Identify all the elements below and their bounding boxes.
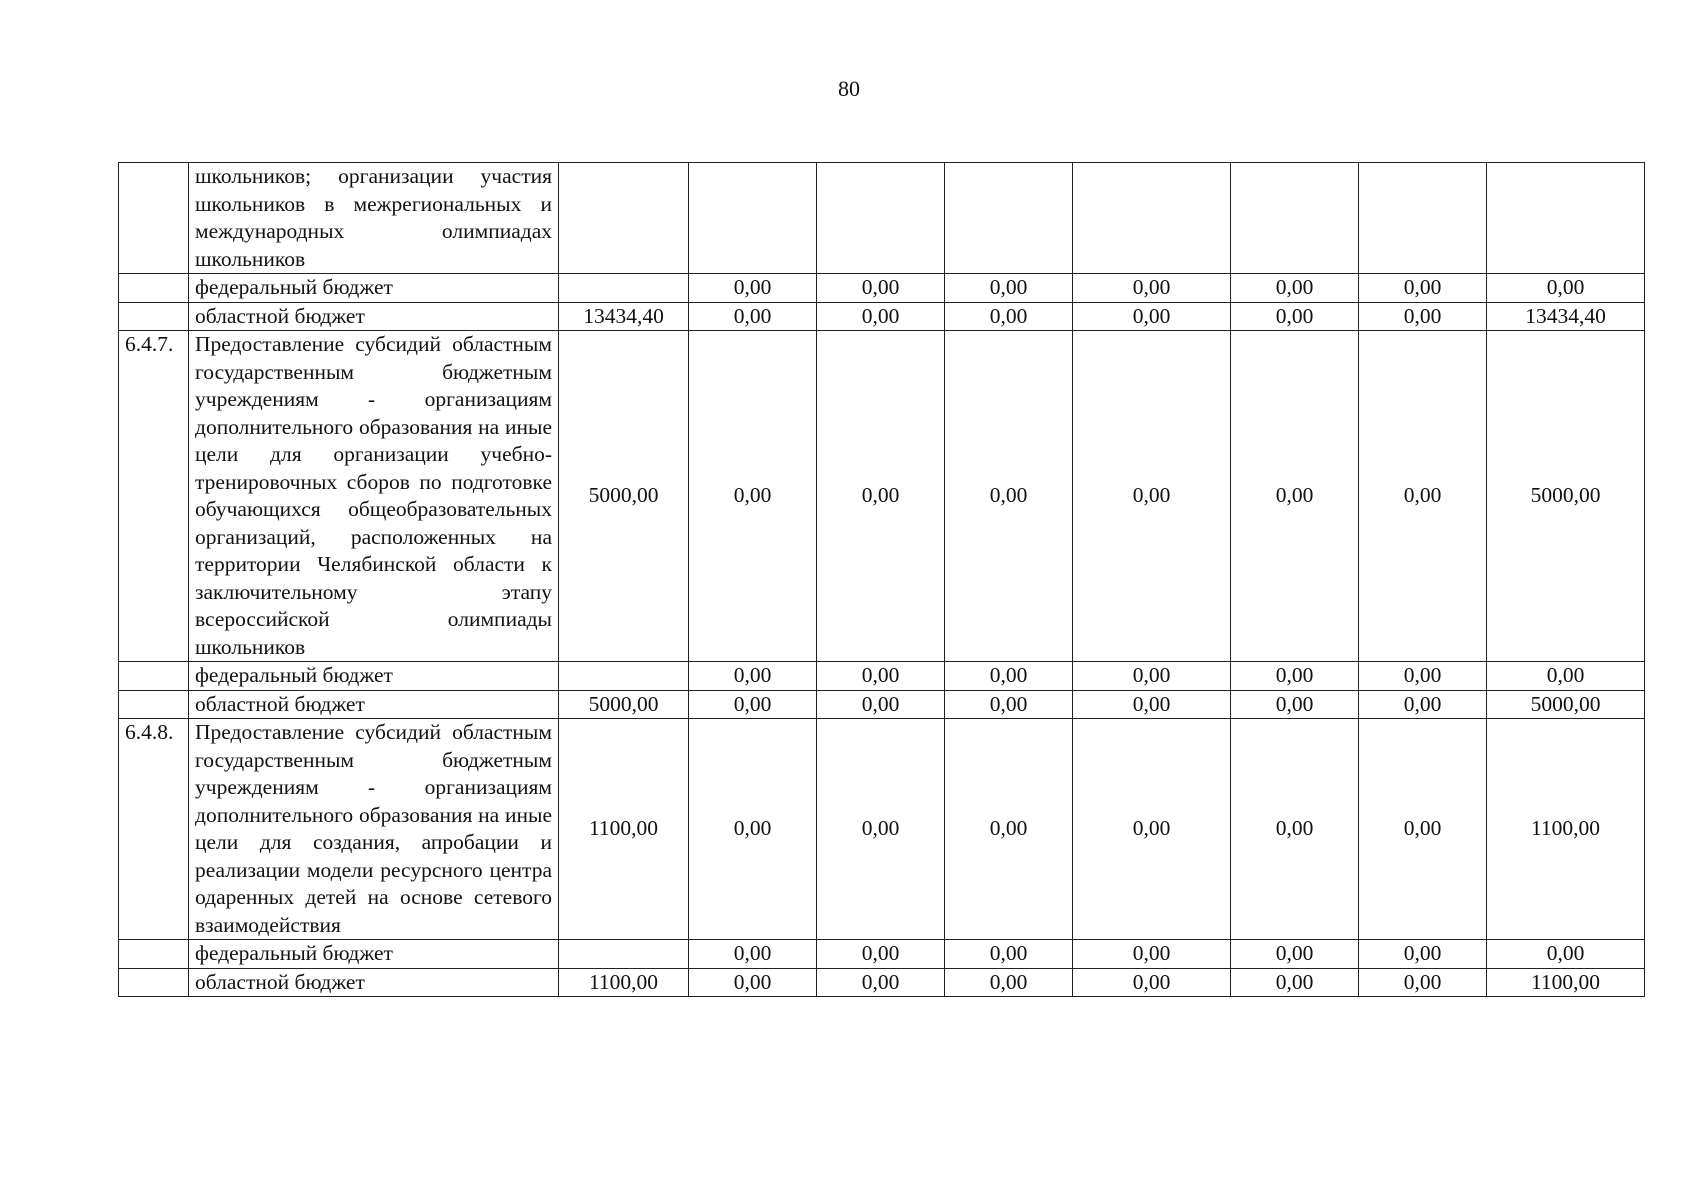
value-cell: 0,00 [1487,940,1645,969]
value-cell: 0,00 [945,331,1073,662]
value-cell: 0,00 [817,968,945,997]
value-cell: 0,00 [1231,302,1359,331]
table-row [119,302,1645,331]
value-cell: 0,00 [1359,968,1487,997]
value-cell [1487,163,1645,274]
value-cell: 0,00 [1359,331,1487,662]
row-description: областной бюджет [189,690,559,719]
value-cell: 0,00 [945,662,1073,691]
table-row [119,274,1645,303]
value-cell: 0,00 [1073,331,1231,662]
value-cell: 5000,00 [559,331,689,662]
value-cell: 0,00 [1231,968,1359,997]
value-cell: 0,00 [1359,940,1487,969]
table-body [119,163,1645,997]
row-index: 6.4.8. [119,719,189,940]
value-cell: 0,00 [945,302,1073,331]
value-cell [1231,163,1359,274]
value-cell: 1100,00 [1487,719,1645,940]
value-cell: 0,00 [817,690,945,719]
value-cell: 13434,40 [559,302,689,331]
value-cell: 0,00 [817,719,945,940]
value-cell: 0,00 [945,690,1073,719]
value-cell: 0,00 [945,274,1073,303]
value-cell: 0,00 [817,274,945,303]
table-row [119,662,1645,691]
value-cell: 0,00 [689,719,817,940]
value-cell: 0,00 [689,662,817,691]
value-cell: 0,00 [1231,662,1359,691]
row-description: Предоставление субсидий областным государственным бюджетным учреждениям - организациям дополнительного образования на иные цели для создания, апробации и реализации модели ресурсного центра одаренных детей на основе сетевого взаимодействия [189,719,559,940]
value-cell: 0,00 [817,662,945,691]
value-cell [1359,163,1487,274]
value-cell: 0,00 [689,968,817,997]
row-description: федеральный бюджет [189,274,559,303]
value-cell: 0,00 [1231,274,1359,303]
row-description: федеральный бюджет [189,940,559,969]
budget-table [118,162,1645,997]
value-cell: 0,00 [689,302,817,331]
value-cell: 5000,00 [1487,331,1645,662]
value-cell: 0,00 [1073,274,1231,303]
value-cell: 0,00 [689,274,817,303]
value-cell: 0,00 [1073,690,1231,719]
value-cell: 0,00 [1231,719,1359,940]
value-cell [559,274,689,303]
value-cell: 0,00 [1073,719,1231,940]
row-index: 6.4.7. [119,331,189,662]
value-cell: 0,00 [1359,662,1487,691]
row-index [119,274,189,303]
value-cell: 0,00 [689,940,817,969]
value-cell: 0,00 [945,719,1073,940]
value-cell: 0,00 [1231,690,1359,719]
table-row [119,719,1645,940]
value-cell: 0,00 [1487,662,1645,691]
table-row [119,940,1645,969]
value-cell: 0,00 [945,968,1073,997]
table-row [119,163,1645,274]
value-cell: 0,00 [1359,274,1487,303]
value-cell: 0,00 [1359,302,1487,331]
value-cell: 5000,00 [1487,690,1645,719]
row-description: федеральный бюджет [189,662,559,691]
value-cell: 0,00 [1073,940,1231,969]
value-cell: 0,00 [689,690,817,719]
value-cell: 0,00 [1231,940,1359,969]
row-description: Предоставление субсидий областным государственным бюджетным учреждениям - организациям дополнительного образования на иные цели для организации учебно-тренировочных сборов по подготовке обучающихся общеобразовательных организаций, расположенных на территории Челябинской области к заключительному этапу всероссийской олимпиады школьников [189,331,559,662]
value-cell: 0,00 [945,940,1073,969]
value-cell: 0,00 [1073,302,1231,331]
value-cell [559,940,689,969]
value-cell [689,163,817,274]
row-description: школьников; организации участия школьников в межрегиональных и международных олимпиадах школьников [189,163,559,274]
value-cell: 0,00 [1359,690,1487,719]
value-cell: 0,00 [1231,331,1359,662]
value-cell: 1100,00 [559,968,689,997]
table-row [119,690,1645,719]
value-cell: 0,00 [817,940,945,969]
value-cell: 0,00 [1487,274,1645,303]
row-description: областной бюджет [189,302,559,331]
value-cell: 0,00 [817,302,945,331]
value-cell: 1100,00 [559,719,689,940]
value-cell: 1100,00 [1487,968,1645,997]
value-cell [559,662,689,691]
row-index [119,940,189,969]
value-cell [1073,163,1231,274]
row-index [119,690,189,719]
value-cell: 13434,40 [1487,302,1645,331]
table-row [119,331,1645,662]
table-row [119,968,1645,997]
row-description: областной бюджет [189,968,559,997]
row-index [119,662,189,691]
value-cell: 0,00 [689,331,817,662]
page-number: 80 [838,76,860,101]
value-cell [817,163,945,274]
value-cell [559,163,689,274]
value-cell: 0,00 [1073,662,1231,691]
row-index [119,968,189,997]
value-cell: 0,00 [1359,719,1487,940]
value-cell [945,163,1073,274]
value-cell: 0,00 [1073,968,1231,997]
row-index [119,302,189,331]
value-cell: 0,00 [817,331,945,662]
value-cell: 5000,00 [559,690,689,719]
row-index [119,163,189,274]
